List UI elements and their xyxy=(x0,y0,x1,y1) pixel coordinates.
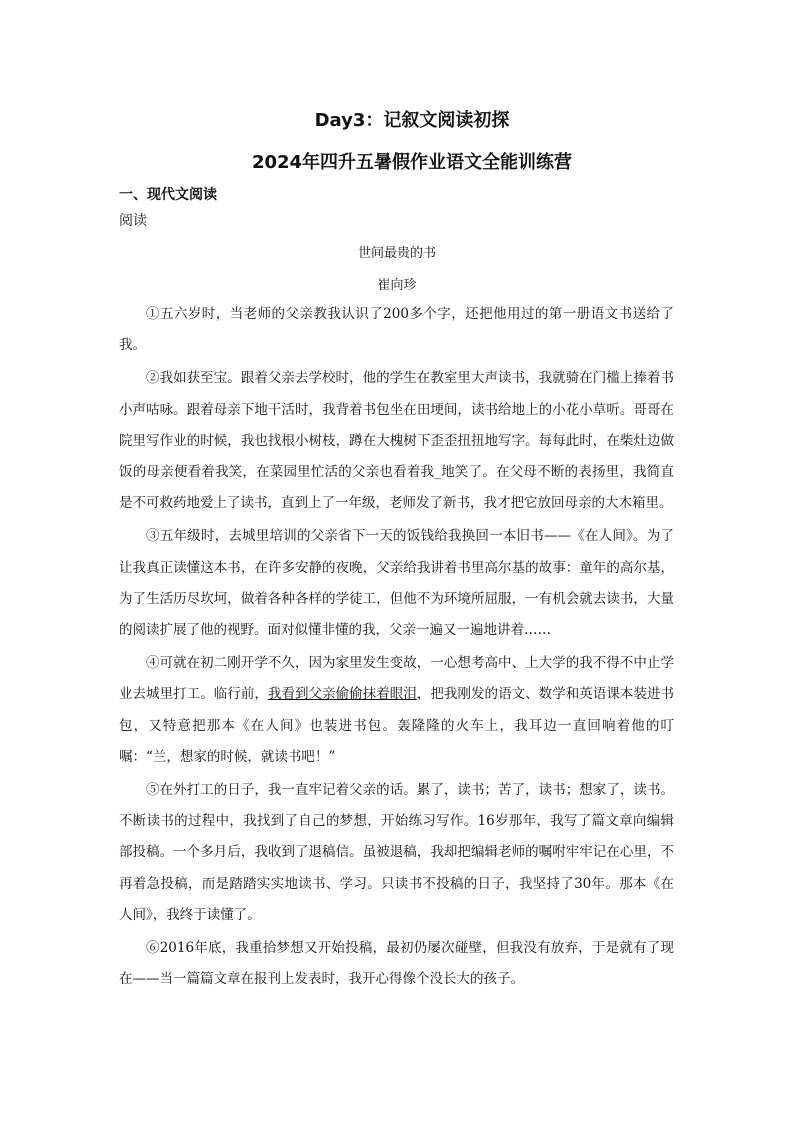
article-title: 世间最贵的书 xyxy=(357,246,436,261)
article-body xyxy=(119,299,674,997)
paragraph-2: ②我如获至宝。跟着父亲去学校时，他的学生在教室里大声读书，我就骑在门槛上捧着书小声咕咏。跟着母亲下地干活时，我背着书包坐在田埂间，读书给地上的小花小草听。哥哥在院里写作业的时候，我也找根小树枝，蹲在大槐树下歪歪扭扭地写字。每每此时，在柴灶边做饭的母亲便看着我笑，在菜园里忙活的父亲也看着我_地笑了。在父母不断的表扬里，我简直是不可救药地爱上了读书，直到上了一年级，老师发了新书，我才把它放回母亲的大木箱里。 xyxy=(119,370,674,512)
paragraph-4-before: ④可就在初二刚开学不久，因为家里发生变故，一心想考高中、上大学的我不得不中止学业去城里打工。临行前， xyxy=(119,655,674,703)
paragraph-5: ⑤在外打工的日子，我一直牢记着父亲的话。累了，读书；苦了，读书；想家了，读书。不断读书的过程中，我找到了自己的梦想，开始练习写作。16岁那年，我写了篇文章向编辑部投稿。一个多月后，我收到了退稿信。虽被退稿，我却把编辑老师的嘱咐牢牢记在心里，不再着急投稿，而是踏踏实实地读书、学习。只读书不投稿的日子，我坚持了30年。那本《在人间》，我终于读懂了。 xyxy=(119,782,674,923)
underlined-sentence: 我看到父亲偷偷抹着眼泪 xyxy=(267,686,417,703)
paragraph-6: ⑥2016年底，我重拾梦想又开始投稿，最初仍屡次碰壁，但我没有放弃，于是就有了现在——当一篇篇文章在报刊上发表时，我开心得像个没长大的孩子。 xyxy=(119,940,674,988)
paragraph-3: ③五年级时，去城里培训的父亲省下一天的饭钱给我换回一本旧书——《在人间》。为了让我真正读懂这本书，在许多安静的夜晚，父亲给我讲着书里高尔基的故事：童年的高尔基，为了生活历尽坎坷，做着各种各样的学徒工，但他不为环境所屈服，一有机会就去读书，大量的阅读扩展了他的视野。面对似懂非懂的我，父亲一遍又一遍地讲着…… xyxy=(119,528,674,639)
paragraph-1: ①五六岁时，当老师的父亲教我认识了200多个字，还把他用过的第一册语文书送给了我。 xyxy=(119,306,674,354)
paragraph-4 xyxy=(119,648,674,773)
paragraph-4-after: ，把我刚发的语文、数学和英语课本装进书包，又特意把那本《在人间》也装进书包。轰隆隆的火车上，我耳边一直回响着他的叮嘱：“兰，想家的时候，就读书吧！” xyxy=(119,686,675,765)
section-heading: 一、现代文阅读 xyxy=(119,187,217,203)
document-subtitle: 2024年四升五暑假作业语文全能训练营 xyxy=(251,152,573,173)
article-author: 崔向珍 xyxy=(377,278,417,293)
document-title: Day3：记叙文阅读初探 xyxy=(314,110,510,131)
section-intro: 阅读 xyxy=(119,213,147,229)
